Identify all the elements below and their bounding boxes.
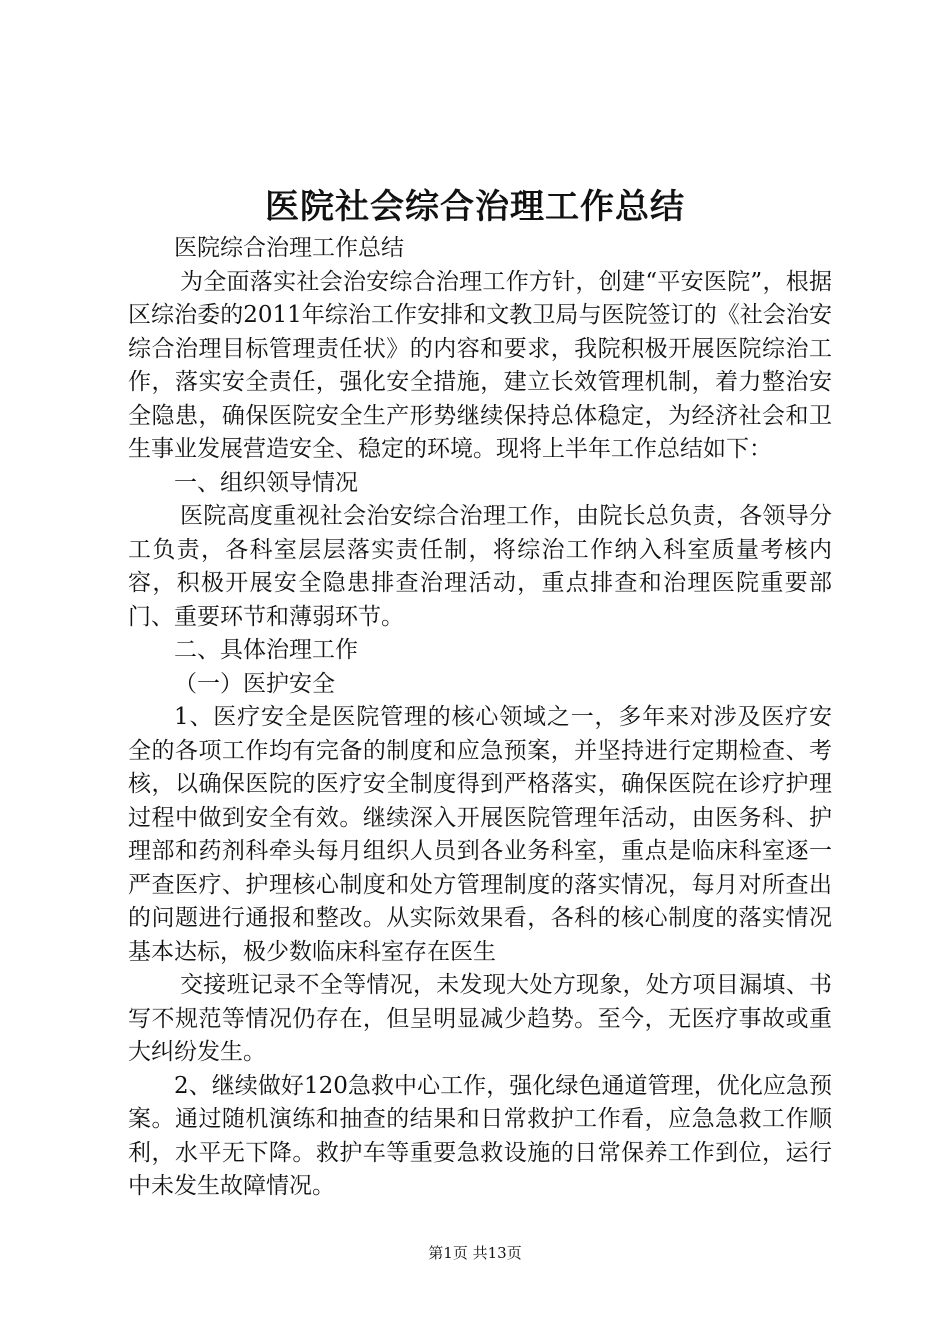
page-number-footer: 第1页 共13页	[428, 1244, 522, 1262]
medical-safety-paragraph-2: 2、继续做好120急救中心工作，强化绿色通道管理，优化应急预案。通过随机演练和抽查的结果和日常救护工作看，应急急救工作顺利，水平无下降。救护车等重要急救设施的日常保养工作到位，运行中未发生故障情况。	[128, 1072, 832, 1199]
medical-safety-continuation: 交接班记录不全等情况，未发现大处方现象，处方项目漏填、书写不规范等情况仍存在，但呈明显减少趋势。至今，无医疗事故或重大纠纷发生。	[128, 972, 832, 1065]
document-body	[128, 232, 832, 1204]
subtitle-paragraph: 医院综合治理工作总结	[174, 235, 404, 261]
intro-paragraph: 为全面落实社会治安综合治理工作方针，创建“平安医院”，根据区综治委的2011年综治工作安排和文教卫局与医院签订的《社会治安综合治理目标管理责任状》的内容和要求，我院积极开展医院综治工作，落实安全责任，强化安全措施，建立长效管理机制，着力整治安全隐患，确保医院安全生产形势继续保持总体稳定，为经济社会和卫生事业发展营造安全、稳定的环境。现将上半年工作总结如下：	[128, 268, 832, 462]
medical-safety-paragraph-1: 1、医疗安全是医院管理的核心领域之一，多年来对涉及医疗安全的各项工作均有完备的制度和应急预案，并坚持进行定期检查、考核，以确保医院的医疗安全制度得到严格落实，确保医院在诊疗护理过程中做到安全有效。继续深入开展医院管理年活动，由医务科、护理部和药剂科牵头每月组织人员到各业务科室，重点是临床科室逐一严查医疗、护理核心制度和处方管理制度的落实情况，每月对所查出的问题进行通报和整改。从实际效果看，各科的核心制度的落实情况基本达标，极少数临床科室存在医生	[128, 704, 832, 965]
document-title: 医院社会综合治理工作总结	[265, 187, 685, 227]
section-heading-organization: 一、组织领导情况	[174, 469, 358, 496]
subsection-heading-medical-safety: （一）医护安全	[174, 670, 335, 697]
organization-paragraph: 医院高度重视社会治安综合治理工作，由院长总负责，各领导分工负责，各科室层层落实责任制，将综治工作纳入科室质量考核内容，积极开展安全隐患排查治理活动，重点排查和治理医院重要部门、重要环节和薄弱环节。	[128, 503, 832, 630]
section-heading-governance: 二、具体治理工作	[174, 637, 358, 663]
